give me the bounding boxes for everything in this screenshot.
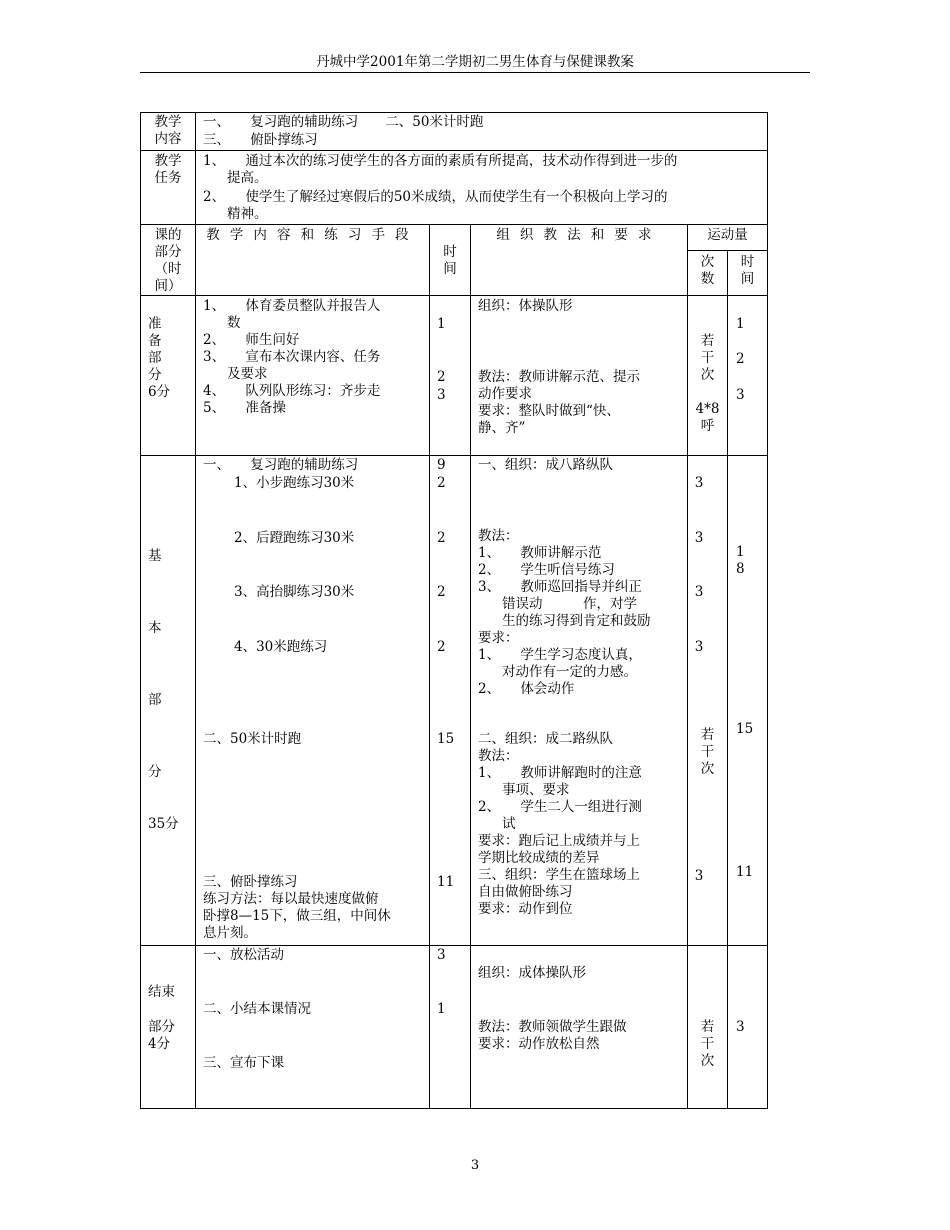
basic-time-2: 2 xyxy=(437,475,446,491)
basic-load-time-2: 15 xyxy=(736,721,754,737)
basic-method-3: 二、组织：成二路纵队 教法： 1、 教师讲解跑时的注意 事项、要求 2、 学生二人一组进行测 试 要求：跑后记上成绩并与上 学期比较成绩的差异 三、组织：学生在篮球场上 自由做俯卧练习 要求：动作到位 xyxy=(478,731,642,917)
prep-time-3: 3 xyxy=(437,387,446,403)
col-header-part: 课的 部分 （时 间） xyxy=(154,227,182,294)
basic-part-2: 本 xyxy=(148,620,162,636)
prep-method-2: 教法：教师讲解示范、提示 动作要求 要求：整队时做到“快、 静、齐” xyxy=(478,369,640,436)
end-item-3: 三、宣布下课 xyxy=(203,1055,284,1071)
col-divider xyxy=(429,224,430,1109)
prep-load-time-2: 2 xyxy=(736,351,745,367)
prep-part-label: 准 备 部 分 6分 xyxy=(148,316,171,400)
basic-count-6: 3 xyxy=(694,868,704,884)
page-number: 3 xyxy=(470,1158,480,1173)
header-rule xyxy=(140,72,810,73)
row-divider xyxy=(140,455,767,456)
basic-count-2: 3 xyxy=(694,530,704,546)
basic-time-7: 11 xyxy=(437,874,455,890)
task-2: 2、 使学生了解经过寒假后的50米成绩，从而使学生有一个积极向上学习的 精神。 xyxy=(203,189,668,222)
content-line-2: 三、 俯卧撑练习 xyxy=(203,132,318,148)
end-count: 若 干 次 xyxy=(700,1019,715,1069)
prep-count: 若 干 次 4*8 呼 xyxy=(695,333,720,434)
table-border-bottom xyxy=(140,1108,767,1109)
basic-count-4: 3 xyxy=(694,639,704,655)
end-part-label: 结束 部分 4分 xyxy=(148,984,175,1052)
basic-time-1: 9 xyxy=(437,457,446,473)
basic-item-5: 4、30米跑练习 xyxy=(234,639,328,655)
basic-item-4: 3、高抬脚练习30米 xyxy=(234,584,355,600)
end-load-time: 3 xyxy=(736,1019,745,1035)
basic-count-5: 若 干 次 xyxy=(700,727,715,777)
task-1: 1、 通过本次的练习使学生的各方面的素质有所提高，技术动作得到进一步的 提高。 xyxy=(203,153,678,186)
table-border-top xyxy=(140,112,767,113)
basic-time-3: 2 xyxy=(437,530,446,546)
row-divider xyxy=(140,295,767,296)
col-header-content: 教学内容和练习手段 xyxy=(206,227,419,243)
basic-part-5: 35分 xyxy=(148,816,179,832)
basic-method-2: 教法： 1、 教师讲解示范 2、 学生听信号练习 3、 教师巡回指导并纠正 错误动 作，对学 生的练习得到肯定和鼓励 要求： 1、 学生学习态度认真， 对动作有一定的力感。 2、 体会动作 xyxy=(478,528,651,697)
end-method-2: 教法：教师领做学生跟做 要求：动作放松自然 xyxy=(478,1019,627,1052)
prep-method-1: 组织：体操队形 xyxy=(478,298,573,314)
basic-part-4: 分 xyxy=(148,764,162,780)
basic-count-1: 3 xyxy=(694,475,704,491)
basic-method-1: 一、组织：成八路纵队 xyxy=(478,457,613,473)
page-header: 丹城中学2001年第二学期初二男生体育与保健课教案 xyxy=(316,54,634,70)
prep-items: 1、 体育委员整队并报告人 数 2、 师生问好 3、 宣布本次课内容、任务 及要求 4、 队列队形练习：齐步走 5、 准备操 xyxy=(203,298,381,416)
prep-load-time-3: 3 xyxy=(736,387,745,403)
col-header-method: 组织教法和要求 xyxy=(496,227,662,243)
row-divider xyxy=(140,945,767,946)
end-item-2: 二、小结本课情况 xyxy=(203,1001,311,1017)
col-header-load-time: 时 间 xyxy=(740,254,755,287)
col-header-time: 时 间 xyxy=(443,244,457,277)
basic-item-6: 二、50米计时跑 xyxy=(203,731,302,747)
row-divider xyxy=(140,150,767,151)
basic-item-1: 一、 复习跑的辅助练习 xyxy=(203,457,359,473)
basic-part-3: 部 xyxy=(148,692,162,708)
prep-load-time-1: 1 xyxy=(736,316,745,332)
col-header-count: 次 数 xyxy=(700,254,715,287)
end-method-1: 组织：成体操队形 xyxy=(478,965,586,981)
basic-time-4: 2 xyxy=(437,584,446,600)
table-border-right xyxy=(767,112,768,1109)
end-item-1: 一、放松活动 xyxy=(203,947,284,963)
prep-time-2: 2 xyxy=(437,369,446,385)
content-label: 教学 内容 xyxy=(154,114,182,147)
basic-load-time-3: 11 xyxy=(736,864,754,880)
end-time-1: 3 xyxy=(437,947,446,963)
basic-item-3: 2、后蹬跑练习30米 xyxy=(234,530,355,546)
tasks-label: 教学 任务 xyxy=(154,153,182,186)
col-divider xyxy=(470,224,471,1109)
basic-item-2: 1、小步跑练习30米 xyxy=(234,475,355,491)
basic-time-6: 15 xyxy=(437,731,455,747)
col-divider xyxy=(727,250,728,1109)
prep-time-1: 1 xyxy=(437,316,446,332)
row-divider xyxy=(140,224,767,225)
basic-part-1: 基 xyxy=(148,548,162,564)
basic-count-3: 3 xyxy=(694,584,704,600)
col-divider xyxy=(195,112,196,1109)
basic-load-time-1: 1 8 xyxy=(736,544,745,577)
end-time-2: 1 xyxy=(437,1001,446,1017)
col-header-load: 运动量 xyxy=(707,227,748,243)
basic-item-7: 三、俯卧撑练习 练习方法：每以最快速度做俯 卧撑8—15下，做三组，中间休 息片刻。 xyxy=(203,874,391,941)
basic-time-5: 2 xyxy=(437,639,446,655)
content-line-1: 一、 复习跑的辅助练习 二、50米计时跑 xyxy=(203,114,484,130)
